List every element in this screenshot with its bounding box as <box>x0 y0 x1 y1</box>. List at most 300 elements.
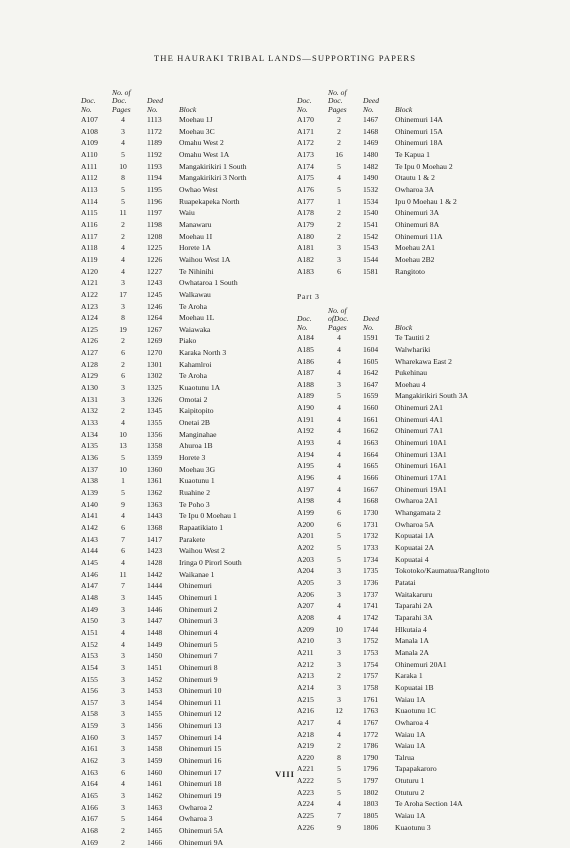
block-name-cell: Waitakaruru <box>395 589 433 599</box>
block-name-cell: Ohinemuri 2 <box>179 604 218 614</box>
doc-no-cell: A141 <box>81 511 98 521</box>
deed-no-cell: 1742 <box>363 612 379 622</box>
doc-pages-cell: 1 <box>337 196 341 206</box>
deed-no-cell: 1325 <box>147 383 163 393</box>
table-row <box>297 682 517 694</box>
table-row <box>81 557 281 569</box>
doc-no-cell: A203 <box>297 554 314 564</box>
table-row <box>297 717 517 729</box>
doc-pages-cell: 4 <box>337 461 341 471</box>
block-name-cell: Waiawaka <box>179 324 211 334</box>
doc-pages-cell: 6 <box>337 519 341 529</box>
part-3-rows <box>297 332 517 833</box>
doc-no-cell: A177 <box>297 196 314 206</box>
header-doc-pages: No. of Doc. Pages <box>112 87 131 114</box>
block-name-cell: Ohinemuri 3A <box>395 208 440 218</box>
doc-no-cell: A139 <box>81 488 98 497</box>
doc-pages-cell: 4 <box>121 243 125 253</box>
block-name-cell: Parakete <box>179 534 206 544</box>
table-row <box>297 425 517 437</box>
header-deed-no: Deed No. <box>147 96 164 114</box>
doc-pages-cell: 5 <box>121 488 125 497</box>
doc-no-cell: A219 <box>297 741 314 751</box>
doc-no-cell: A131 <box>81 394 98 404</box>
doc-no-cell: A113 <box>81 184 98 194</box>
doc-no-cell: A114 <box>81 196 98 206</box>
deed-no-cell: 1208 <box>147 231 163 241</box>
block-name-cell: Te Kapua 1 <box>395 149 430 159</box>
doc-pages-cell: 9 <box>337 822 341 832</box>
deed-no-cell: 1806 <box>363 822 379 832</box>
table-row <box>81 639 281 651</box>
doc-no-cell: A158 <box>81 709 98 719</box>
doc-no-cell: A191 <box>297 414 314 424</box>
doc-pages-cell: 2 <box>121 826 125 836</box>
deed-no-cell: 1270 <box>147 348 163 358</box>
deed-no-cell: 1417 <box>147 534 163 544</box>
doc-no-cell: A183 <box>297 266 314 276</box>
deed-no-cell: 1668 <box>363 496 379 506</box>
doc-no-cell: A108 <box>81 126 98 136</box>
table-row <box>81 755 281 767</box>
deed-no-cell: 1661 <box>363 414 379 424</box>
deed-no-cell: 1245 <box>147 289 163 299</box>
deed-no-cell: 1442 <box>147 569 163 579</box>
deed-no-cell: 1664 <box>363 449 379 459</box>
doc-no-cell: A201 <box>297 531 314 541</box>
deed-no-cell: 1447 <box>147 616 163 626</box>
deed-no-cell: 1189 <box>147 138 162 148</box>
deed-no-cell: 1467 <box>363 115 379 124</box>
doc-no-cell: A164 <box>81 779 98 789</box>
doc-no-cell: A144 <box>81 546 98 556</box>
doc-pages-cell: 4 <box>337 368 341 378</box>
block-name-cell: Waihou West 1A <box>179 254 231 264</box>
table-row <box>81 207 281 219</box>
doc-no-cell: A216 <box>297 706 314 716</box>
block-name-cell: Tapapakaroro <box>395 764 437 774</box>
doc-pages-cell: 4 <box>121 254 125 264</box>
block-name-cell: Taparahi 2A <box>395 601 433 611</box>
block-name-cell: Kopuatai 4 <box>395 554 429 564</box>
table-row <box>81 172 281 184</box>
doc-pages-cell: 3 <box>121 616 125 626</box>
deed-no-cell: 1227 <box>147 266 163 276</box>
doc-no-cell: A220 <box>297 752 314 762</box>
deed-no-cell: 1423 <box>147 546 163 556</box>
doc-pages-cell: 4 <box>337 612 341 622</box>
doc-pages-cell: 4 <box>337 799 341 809</box>
deed-no-cell: 1193 <box>147 161 162 171</box>
doc-no-cell: A207 <box>297 601 314 611</box>
doc-no-cell: A212 <box>297 659 314 669</box>
block-name-cell: Piako <box>179 336 197 346</box>
deed-no-cell: 1456 <box>147 721 163 731</box>
table-row <box>297 705 517 717</box>
deed-no-cell: 1226 <box>147 254 163 264</box>
block-name-cell: Karaka North 3 <box>179 348 227 358</box>
deed-no-cell: 1642 <box>363 368 379 378</box>
block-name-cell: Kopuatai 2A <box>395 543 435 552</box>
doc-no-cell: A117 <box>81 231 98 241</box>
block-name-cell: Waiau 1A <box>395 729 426 739</box>
doc-no-cell: A124 <box>81 313 98 323</box>
doc-pages-cell: 2 <box>337 219 341 229</box>
deed-no-cell: 1465 <box>147 826 163 836</box>
doc-no-cell: A120 <box>81 266 98 276</box>
block-name-cell: Omahu West 1A <box>179 149 230 159</box>
doc-no-cell: A130 <box>81 383 98 393</box>
doc-pages-cell: 4 <box>121 511 125 521</box>
doc-pages-cell: 13 <box>119 441 127 451</box>
block-name-cell: Moehau 4 <box>395 379 426 389</box>
deed-no-cell: 1358 <box>147 441 163 451</box>
doc-no-cell: A185 <box>297 344 314 354</box>
block-name-cell: Waiau 1A <box>395 811 426 821</box>
deed-no-cell: 1326 <box>147 394 163 404</box>
doc-pages-cell: 4 <box>337 333 341 343</box>
table-row <box>297 414 517 426</box>
doc-pages-cell: 4 <box>337 484 341 494</box>
table-row <box>297 507 517 519</box>
deed-no-cell: 1753 <box>363 647 379 657</box>
block-name-cell: Kopuatai 1A <box>395 531 435 541</box>
table-row <box>297 530 517 542</box>
doc-pages-cell: 1 <box>121 476 125 486</box>
deed-no-cell: 1363 <box>147 499 163 509</box>
doc-pages-cell: 2 <box>121 837 125 847</box>
table-row <box>81 580 281 592</box>
table-row <box>81 312 281 324</box>
doc-pages-cell: 3 <box>121 756 125 766</box>
table-row <box>297 402 517 414</box>
deed-no-cell: 1458 <box>147 744 163 754</box>
table-row <box>81 137 281 149</box>
doc-no-cell: A152 <box>81 639 98 649</box>
block-name-cell: Ohinemuri 19A1 <box>395 484 447 494</box>
block-name-cell: Ohinemuri 9A <box>179 837 224 847</box>
doc-pages-cell: 3 <box>337 379 341 389</box>
doc-no-cell: A175 <box>297 173 314 183</box>
block-name-cell: Waiu <box>179 208 195 218</box>
block-name-cell: Otuturu 1 <box>395 776 425 786</box>
table-row <box>297 729 517 741</box>
table-row <box>81 697 281 709</box>
table-row <box>81 720 281 732</box>
deed-no-cell: 1741 <box>363 601 379 611</box>
doc-no-cell: A135 <box>81 441 98 451</box>
deed-no-cell: 1362 <box>147 488 163 497</box>
doc-no-cell: A211 <box>297 647 314 657</box>
doc-pages-cell: 3 <box>121 651 125 661</box>
doc-no-cell: A214 <box>297 682 314 692</box>
block-name-cell: Te Ipu 0 Moehau 1 <box>179 511 237 521</box>
deed-no-cell: 1450 <box>147 651 163 661</box>
doc-pages-cell: 5 <box>337 391 341 401</box>
deed-no-cell: 1605 <box>363 356 379 366</box>
doc-pages-cell: 9 <box>121 499 125 509</box>
doc-pages-cell: 7 <box>121 581 125 591</box>
deed-no-cell: 1647 <box>363 379 379 389</box>
doc-no-cell: A208 <box>297 612 314 622</box>
doc-no-cell: A137 <box>81 464 98 474</box>
doc-pages-cell: 3 <box>121 791 125 801</box>
doc-no-cell: A127 <box>81 348 98 358</box>
block-name-cell: Ohinemuri 18 <box>179 779 222 789</box>
doc-pages-cell: 5 <box>337 543 341 552</box>
table-row <box>81 802 281 814</box>
block-name-cell: Moehau 1L <box>179 313 215 323</box>
doc-no-cell: A112 <box>81 173 98 183</box>
block-name-cell: Manala 2A <box>395 647 429 657</box>
doc-no-cell: A223 <box>297 787 314 797</box>
doc-no-cell: A193 <box>297 438 314 448</box>
left-column-table <box>81 88 281 848</box>
table-row <box>297 332 517 344</box>
doc-pages-cell: 3 <box>121 721 125 731</box>
table-row <box>297 565 517 577</box>
doc-no-cell: A187 <box>297 368 314 378</box>
block-name-cell: Karaka 1 <box>395 671 423 681</box>
table-row <box>81 114 281 126</box>
doc-no-cell: A168 <box>81 826 98 836</box>
doc-pages-cell: 2 <box>337 671 341 681</box>
block-name-cell: Mangakirikiri 3 North <box>179 173 247 183</box>
doc-pages-cell: 4 <box>337 601 341 611</box>
block-name-cell: Kuaotunu 1C <box>395 706 436 716</box>
right-top-rows <box>297 114 517 277</box>
doc-no-cell: A224 <box>297 799 314 809</box>
table-row <box>297 137 517 149</box>
deed-no-cell: 1482 <box>363 161 379 171</box>
deed-no-cell: 1540 <box>363 208 379 218</box>
doc-no-cell: A205 <box>297 577 314 587</box>
doc-no-cell: A173 <box>297 149 314 159</box>
deed-no-cell: 1428 <box>147 557 163 567</box>
block-name-cell: Owharoa 5A <box>395 519 435 529</box>
table-row <box>297 577 517 589</box>
deed-no-cell: 1197 <box>147 208 162 218</box>
table-row <box>297 752 517 764</box>
doc-no-cell: A150 <box>81 616 98 626</box>
deed-no-cell: 1543 <box>363 243 379 253</box>
deed-no-cell: 1662 <box>363 426 379 436</box>
block-name-cell: Ohinemuri 10 <box>179 686 222 696</box>
doc-no-cell: A166 <box>81 802 98 812</box>
deed-no-cell: 1196 <box>147 196 162 206</box>
table-row <box>297 149 517 161</box>
block-name-cell: Ohinemuri 18A <box>395 138 443 148</box>
block-name-cell: Owharoa 2 <box>179 802 213 812</box>
table-row <box>81 440 281 452</box>
table-row <box>81 522 281 534</box>
table-row <box>81 394 281 406</box>
table-row <box>297 379 517 391</box>
doc-pages-cell: 3 <box>121 126 125 136</box>
doc-pages-cell: 5 <box>121 196 125 206</box>
doc-no-cell: A128 <box>81 359 98 369</box>
header-block: Block <box>179 104 197 114</box>
doc-no-cell: A210 <box>297 636 314 646</box>
doc-pages-cell: 3 <box>121 732 125 742</box>
doc-pages-cell: 2 <box>121 359 125 369</box>
deed-no-cell: 1264 <box>147 313 163 323</box>
doc-no-cell: A188 <box>297 379 314 389</box>
doc-no-cell: A222 <box>297 776 314 786</box>
doc-pages-cell: 4 <box>121 779 125 789</box>
doc-no-cell: A147 <box>81 581 98 591</box>
doc-no-cell: A165 <box>81 791 98 801</box>
block-name-cell: Otuturu 2 <box>395 787 425 797</box>
table-row <box>81 452 281 464</box>
table-row <box>297 367 517 379</box>
block-name-cell: Pukehinau <box>395 368 428 378</box>
table-row <box>297 242 517 254</box>
table-row <box>297 126 517 138</box>
doc-no-cell: A138 <box>81 476 98 486</box>
table-row <box>81 370 281 382</box>
table-row <box>81 126 281 138</box>
block-name-cell: Manginahae <box>179 429 217 439</box>
deed-no-cell: 1355 <box>147 418 163 428</box>
doc-pages-cell: 8 <box>121 313 125 323</box>
doc-pages-cell: 12 <box>335 706 343 716</box>
block-name-cell: Ohinemuri 9 <box>179 674 218 684</box>
table-row <box>81 662 281 674</box>
deed-no-cell: 1448 <box>147 627 163 637</box>
deed-no-cell: 1361 <box>147 476 163 486</box>
doc-pages-cell: 3 <box>337 647 341 657</box>
deed-no-cell: 1734 <box>363 554 379 564</box>
table-row <box>297 822 517 834</box>
table-row <box>297 810 517 822</box>
doc-pages-cell: 3 <box>121 604 125 614</box>
deed-no-cell: 1460 <box>147 767 163 777</box>
deed-no-cell: 1194 <box>147 173 162 183</box>
table-row <box>297 612 517 624</box>
doc-pages-cell: 2 <box>337 126 341 136</box>
doc-no-cell: A143 <box>81 534 98 544</box>
table-row <box>297 344 517 356</box>
doc-pages-cell: 5 <box>337 161 341 171</box>
doc-no-cell: A122 <box>81 289 98 299</box>
doc-pages-cell: 6 <box>121 546 125 556</box>
table-row <box>297 114 517 126</box>
deed-no-cell: 1752 <box>363 636 379 646</box>
block-name-cell: Kaipitopito <box>179 406 214 416</box>
table-row <box>297 161 517 173</box>
doc-no-cell: A136 <box>81 453 98 463</box>
table-row <box>81 708 281 720</box>
block-name-cell: Wharekawa East 2 <box>395 356 452 366</box>
table-row <box>81 335 281 347</box>
table-row <box>81 359 281 371</box>
block-name-cell: Ohinemuri 7A1 <box>395 426 443 436</box>
doc-no-cell: A218 <box>297 729 314 739</box>
block-name-cell: Horete 3 <box>179 453 206 463</box>
header-doc-no: Doc. No. <box>297 96 312 114</box>
doc-pages-cell: 4 <box>337 414 341 424</box>
doc-pages-cell: 5 <box>337 776 341 786</box>
doc-pages-cell: 4 <box>337 449 341 459</box>
header-block: Block <box>395 104 413 114</box>
deed-no-cell: 1368 <box>147 522 163 532</box>
doc-no-cell: A140 <box>81 499 98 509</box>
doc-pages-cell: 7 <box>121 534 125 544</box>
doc-pages-cell: 5 <box>121 814 125 824</box>
table-row <box>81 219 281 231</box>
doc-pages-cell: 4 <box>337 356 341 366</box>
doc-no-cell: A181 <box>297 243 314 253</box>
doc-pages-cell: 3 <box>121 592 125 602</box>
block-name-cell: Hlkutaia 4 <box>395 624 427 634</box>
table-row <box>297 231 517 243</box>
doc-no-cell: A111 <box>81 161 98 171</box>
deed-no-cell: 1490 <box>363 173 379 183</box>
doc-pages-cell: 5 <box>121 184 125 194</box>
deed-no-cell: 1542 <box>363 231 379 241</box>
doc-pages-cell: 3 <box>337 566 341 576</box>
table-row <box>81 545 281 557</box>
doc-no-cell: A199 <box>297 508 314 518</box>
deed-no-cell: 1802 <box>363 787 379 797</box>
table-row <box>81 324 281 336</box>
doc-pages-cell: 5 <box>121 453 125 463</box>
table-row <box>81 604 281 616</box>
deed-no-cell: 1301 <box>147 359 163 369</box>
deed-no-cell: 1604 <box>363 344 379 354</box>
doc-no-cell: A132 <box>81 406 98 416</box>
table-row <box>81 196 281 208</box>
deed-no-cell: 1733 <box>363 543 379 552</box>
doc-pages-cell: 4 <box>121 138 125 148</box>
doc-pages-cell: 17 <box>119 289 127 299</box>
deed-no-cell: 1466 <box>147 837 163 847</box>
doc-no-cell: A221 <box>297 764 314 774</box>
block-name-cell: Walwhariki <box>395 344 431 354</box>
table-row <box>81 650 281 662</box>
doc-no-cell: A156 <box>81 686 98 696</box>
doc-no-cell: A194 <box>297 449 314 459</box>
doc-no-cell: A184 <box>297 333 314 343</box>
header-deed-no: Deed No. <box>363 314 380 332</box>
doc-pages-cell: 8 <box>337 752 341 762</box>
deed-no-cell: 1457 <box>147 732 163 742</box>
block-name-cell: Ohinemuri 16A1 <box>395 461 447 471</box>
table-row <box>81 674 281 686</box>
block-name-cell: Whangamata 2 <box>395 508 441 518</box>
doc-no-cell: A202 <box>297 543 314 552</box>
doc-no-cell: A179 <box>297 219 314 229</box>
block-name-cell: Ohinemuri 2A1 <box>395 403 443 413</box>
table-row <box>81 289 281 301</box>
block-name-cell: Te Ipu 0 Moehau 2 <box>395 161 453 171</box>
block-name-cell: Ruapekapeka North <box>179 196 240 206</box>
doc-pages-cell: 2 <box>337 115 341 124</box>
block-name-cell: Kahamlroi <box>179 359 212 369</box>
doc-no-cell: A146 <box>81 569 98 579</box>
block-name-cell: Te Aroha <box>179 301 207 311</box>
block-name-cell: Ohinemuri 15A <box>395 126 443 136</box>
table-row <box>297 635 517 647</box>
doc-no-cell: A110 <box>81 149 98 159</box>
block-name-cell: Ohinemuri 10A1 <box>395 438 447 448</box>
deed-no-cell: 1446 <box>147 604 163 614</box>
left-rows <box>81 114 281 848</box>
doc-no-cell: A145 <box>81 557 98 567</box>
block-name-cell: Ohinemuri 13 <box>179 721 222 731</box>
table-row <box>297 184 517 196</box>
